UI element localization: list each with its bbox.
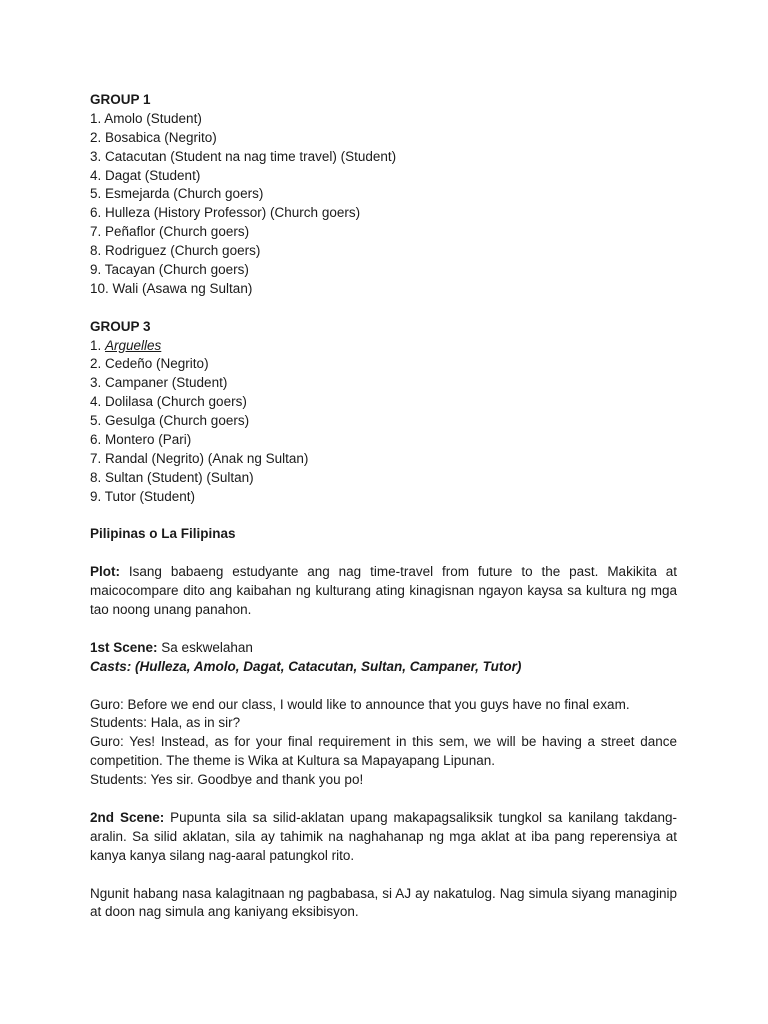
dialogue-line-2: Students: Hala, as in sir? bbox=[90, 715, 241, 731]
spacer bbox=[90, 507, 677, 526]
group3-member-8: 8. Sultan (Student) (Sultan) bbox=[90, 469, 254, 485]
group3-heading: GROUP 3 bbox=[90, 318, 151, 334]
spacer bbox=[90, 790, 677, 809]
group1-member-1: 1. Amolo (Student) bbox=[90, 110, 202, 126]
group3-member-6: 6. Montero (Pari) bbox=[90, 432, 192, 448]
closing-paragraph: Ngunit habang nasa kalagitnaan ng pagbabasa, si AJ ay nakatulog. Nag simula siyang managinip at doon nag simula ang kaniyang eksibisyon. bbox=[90, 885, 677, 920]
play-title: Pilipinas o La Filipinas bbox=[90, 526, 236, 542]
scene1-text: Sa eskwelahan bbox=[157, 639, 253, 655]
scene1-casts: Casts: (Hulleza, Amolo, Dagat, Catacutan, Sultan, Campaner, Tutor) bbox=[90, 658, 522, 674]
group1-member-9: 9. Tacayan (Church goers) bbox=[90, 262, 249, 278]
group1-member-5: 5. Esmejarda (Church goers) bbox=[90, 186, 264, 202]
scene2-label: 2nd Scene: bbox=[90, 809, 165, 825]
group1-member-2: 2. Bosabica (Negrito) bbox=[90, 129, 217, 145]
group1-member-6: 6. Hulleza (History Professor) (Church goers) bbox=[90, 205, 361, 221]
group1-member-7: 7. Peñaflor (Church goers) bbox=[90, 224, 250, 240]
spacer bbox=[90, 677, 677, 696]
spacer bbox=[90, 620, 677, 639]
group3-member-7: 7. Randal (Negrito) (Anak ng Sultan) bbox=[90, 450, 309, 466]
group3-member-1-number: 1. bbox=[90, 337, 106, 353]
spacer bbox=[90, 544, 677, 563]
scene2-paragraph bbox=[90, 809, 677, 866]
group1-member-8: 8. Rodriguez (Church goers) bbox=[90, 243, 261, 259]
plot-text: Isang babaeng estudyante ang nag time-travel from future to the past. Makikita at maicocompare dito ang kaibahan ng kulturang ating kinagisnan ngayon kaysa sa kultura ng mga tao noong unang panahon. bbox=[90, 564, 677, 618]
group3-member-9: 9. Tutor (Student) bbox=[90, 488, 196, 504]
scene2-text: Pupunta sila sa silid-aklatan upang makapagsaliksik tungkol sa kanilang takdang-aralin. Sa silid aklatan, sila ay tahimik na naghahanap ng mga aklat at iba pang reperensiya at kanya kanya silang nag-aaral patungkol rito. bbox=[90, 809, 677, 863]
spacer bbox=[90, 866, 677, 885]
dialogue-line-3: Guro: Yes! Instead, as for your final requirement in this sem, we will be having a street dance competition. The theme is Wika at Kultura sa Mapayapang Lipunan. bbox=[90, 734, 677, 769]
group3-member-2: 2. Cedeño (Negrito) bbox=[90, 356, 209, 372]
group3-member-1-name: Arguelles bbox=[105, 337, 162, 353]
group1-member-10: 10. Wali (Asawa ng Sultan) bbox=[90, 280, 253, 296]
group1-heading: GROUP 1 bbox=[90, 92, 151, 107]
group3-member-1 bbox=[90, 337, 677, 356]
group1-member-3: 3. Catacutan (Student na nag time travel) (Student) bbox=[90, 148, 397, 164]
group3-member-4: 4. Dolilasa (Church goers) bbox=[90, 394, 247, 410]
plot-label: Plot: bbox=[90, 564, 120, 580]
document-page bbox=[90, 91, 677, 922]
scene1-heading bbox=[90, 639, 677, 658]
plot-paragraph bbox=[90, 563, 677, 620]
group3-member-5: 5. Gesulga (Church goers) bbox=[90, 413, 250, 429]
group1-member-4: 4. Dagat (Student) bbox=[90, 167, 201, 183]
spacer bbox=[90, 299, 677, 318]
dialogue-line-4: Students: Yes sir. Goodbye and thank you po! bbox=[90, 772, 364, 788]
group3-member-3: 3. Campaner (Student) bbox=[90, 375, 228, 391]
scene1-label: 1st Scene: bbox=[90, 639, 158, 655]
dialogue-line-1: Guro: Before we end our class, I would like to announce that you guys have no final exam. bbox=[90, 696, 630, 712]
